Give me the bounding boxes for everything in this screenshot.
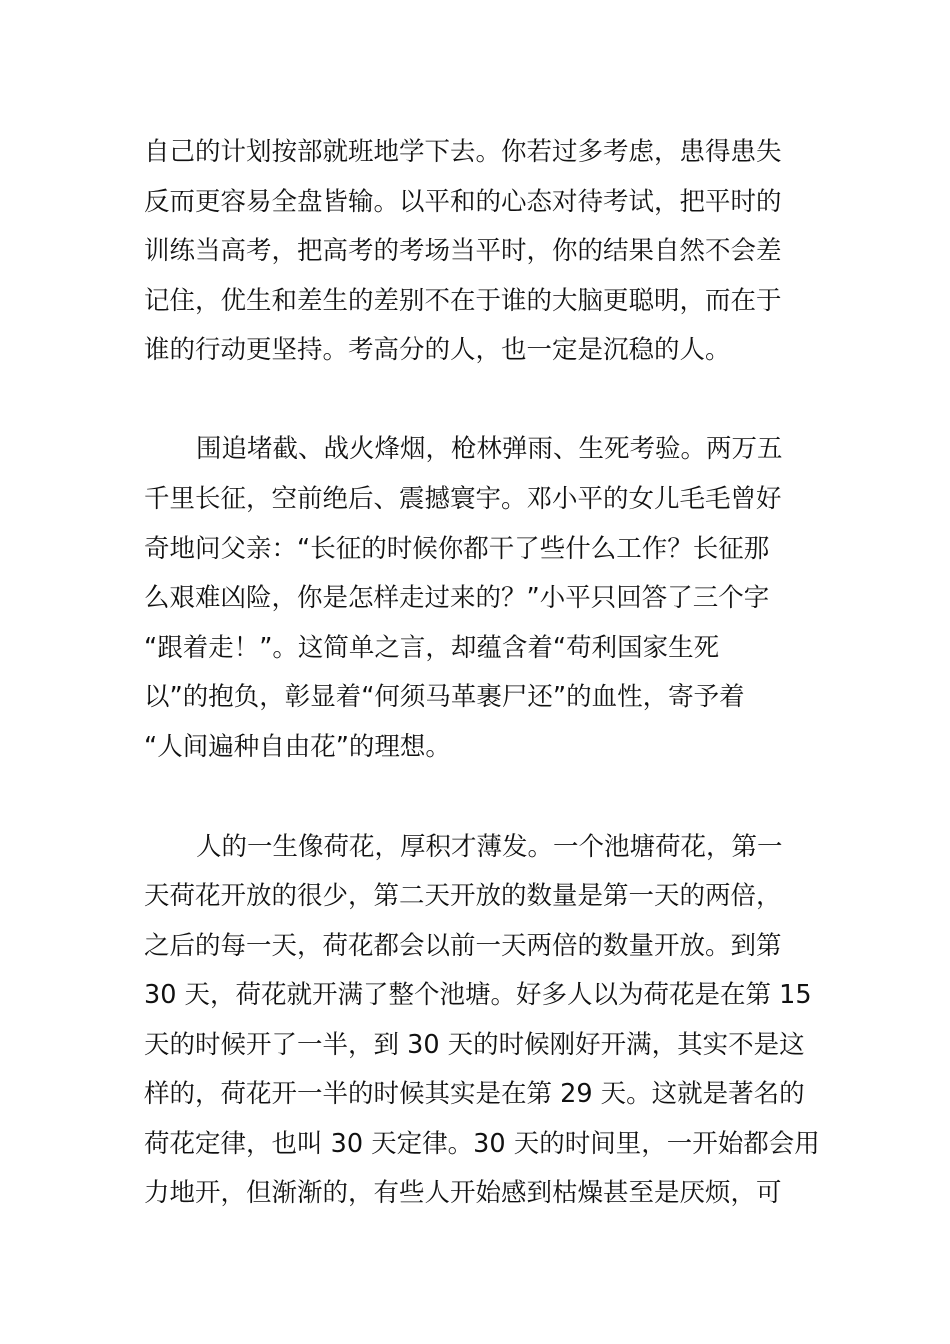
text-line: 力地开，但渐渐的，有些人开始感到枯燥甚至是厌烦，可 [144, 1178, 782, 1208]
text-line: 么艰难凶险，你是怎样走过来的？”小平只回答了三个字 [144, 583, 770, 613]
text-line: 以”的抱负，彰显着“何须马革裹尸还”的血性，寄予着 [144, 682, 745, 712]
text-line: 样的，荷花开一半的时候其实是在第 29 天。这就是著名的 [144, 1079, 805, 1109]
text-line: 30 天，荷花就开满了整个池塘。好多人以为荷花是在第 15 [144, 980, 812, 1010]
text-line: 千里长征，空前绝后、震撼寰宇。邓小平的女儿毛毛曾好 [144, 484, 782, 514]
text-line: 天的时候开了一半，到 30 天的时候刚好开满，其实不是这 [144, 1030, 805, 1060]
text-line: 天荷花开放的很少，第二天开放的数量是第一天的两倍， [144, 881, 782, 911]
text-line: 反而更容易全盘皆输。以平和的心态对待考试，把平时的 [144, 187, 782, 217]
text-line: “跟着走！”。这简单之言，却蕴含着“苟利国家生死 [144, 633, 720, 663]
text-line: 自己的计划按部就班地学下去。你若过多考虑，患得患失 [144, 137, 782, 167]
text-line: 训练当高考，把高考的考场当平时，你的结果自然不会差 [144, 236, 782, 266]
text-line: 奇地问父亲：“长征的时候你都干了些什么工作？长征那 [144, 534, 770, 564]
text-line: “人间遍种自由花”的理想。 [144, 732, 451, 762]
text-line: 谁的行动更坚持。考高分的人，也一定是沉稳的人。 [144, 335, 731, 365]
text-line: 之后的每一天，荷花都会以前一天两倍的数量开放。到第 [144, 931, 782, 961]
text-line: 人的一生像荷花，厚积才薄发。一个池塘荷花，第一 [196, 832, 783, 862]
text-line: 围追堵截、战火烽烟，枪林弹雨、生死考验。两万五 [196, 434, 783, 464]
text-line: 荷花定律，也叫 30 天定律。30 天的时间里，一开始都会用 [144, 1129, 820, 1159]
text-line: 记住，优生和差生的差别不在于谁的大脑更聪明，而在于 [144, 286, 782, 316]
